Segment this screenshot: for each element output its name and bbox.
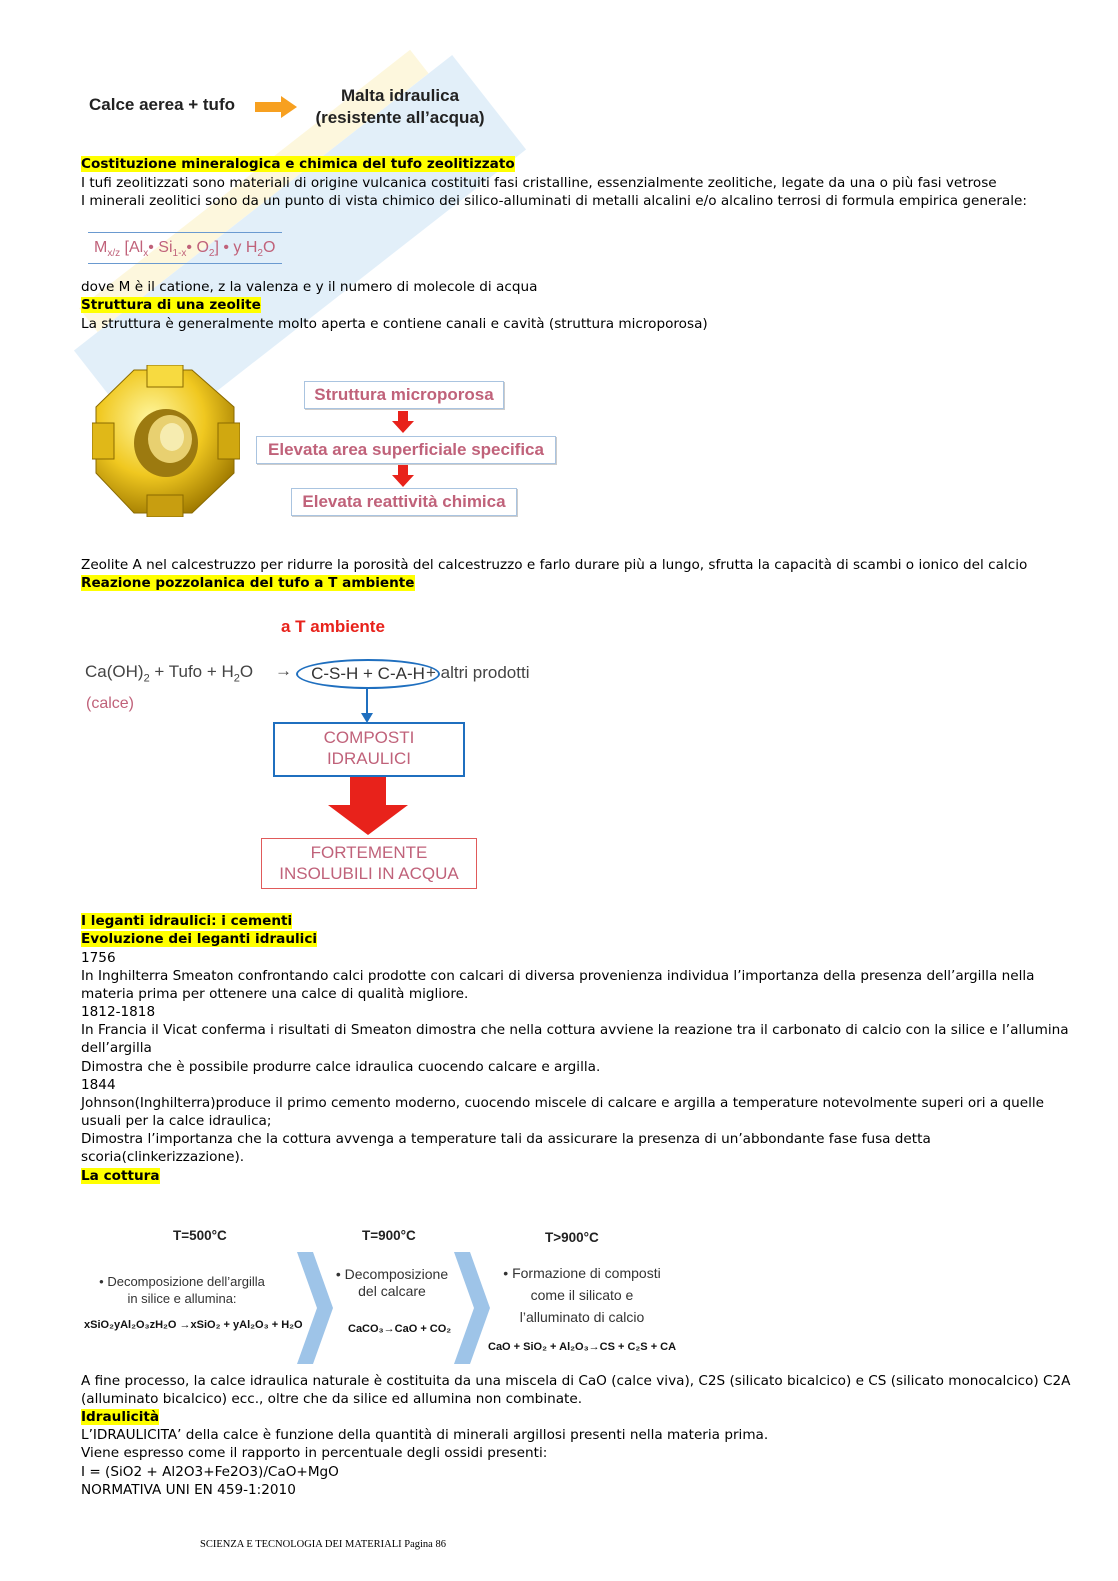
- para-tufi: I tufi zeolitizzati sono materiali di origine vulcanica costituiti fasi cristalline, essenzialmente zeolitiche, legate da una o più fasi vetrose: [81, 175, 997, 191]
- step2-equation: CaCO₃→CaO + CO₂: [348, 1323, 452, 1335]
- heading-cottura: La cottura: [81, 1168, 160, 1184]
- step2-line1: • Decomposizione: [335, 1266, 449, 1282]
- page-footer: SCIENZA E TECNOLOGIA DEI MATERIALI Pagina 86: [200, 1539, 446, 1550]
- step3-line1: • Formazione di composti: [503, 1265, 661, 1281]
- year-1844: 1844: [81, 1077, 116, 1093]
- step3-line3: l’alluminato di calcio: [519, 1309, 645, 1325]
- temp-over-900: T>900°C: [545, 1230, 599, 1245]
- step1-equation: xSiO₂yAl₂O₃zH₂O →xSiO₂ + yAl₂O₃ + H₂O: [84, 1319, 303, 1331]
- para-dove: dove M è il catione, z la valenza e y il numero di molecole di acqua: [81, 279, 538, 295]
- box-area-superficiale: Elevata area superficiale specifica: [256, 436, 556, 464]
- blue-down-arrow-icon: [360, 687, 374, 723]
- reaction-products: C-S-H + C-A-H: [296, 659, 440, 689]
- step3-line2: come il silicato e: [530, 1287, 634, 1303]
- top-figure-right-line1: Malta idraulica: [340, 86, 460, 105]
- step1-line1: • Decomposizione dell’argilla: [99, 1274, 265, 1289]
- zeolite-formula: $M_{x/z}$ [$Al_x•$ $Si_{1-x}•$ $O_2$] • y $H_2O$: [88, 232, 282, 264]
- heading-costituzione: Costituzione mineralogica e chimica del tufo zeolitizzato: [81, 156, 515, 172]
- box-struttura-microporosa: Struttura microporosa: [304, 381, 504, 409]
- heading-reazione: Reazione pozzolanica del tufo a T ambiente: [81, 575, 415, 591]
- para-1812a: In Francia il Vicat conferma i risultati di Smeaton dimostra che nella cottura avviene la reazione tra il carbonato di calcio con la silice e l’allumina dell’argilla: [81, 1022, 1069, 1056]
- red-down-arrow-icon: [392, 465, 414, 487]
- para-idraulicita-2: Viene espresso come il rapporto in percentuale degli ossidi presenti:: [81, 1445, 548, 1461]
- heading-struttura: Struttura di una zeolite: [81, 297, 261, 313]
- box-fortemente-insolubili: FORTEMENTE INSOLUBILI IN ACQUA: [261, 838, 477, 889]
- red-down-arrow-icon: [328, 777, 408, 835]
- normativa: NORMATIVA UNI EN 459-1:2010: [81, 1482, 296, 1498]
- para-1844a: Johnson(Inghilterra)produce il primo cemento moderno, cuocendo miscele di calcare e argilla a temperature notevolmente superi ori a quelle usuali per la calce idraulica;: [81, 1095, 1045, 1129]
- heading-evoluzione: Evoluzione dei leganti idraulici: [81, 931, 318, 947]
- para-struttura: La struttura è generalmente molto aperta e contiene canali e cavità (struttura microporosa): [81, 316, 708, 332]
- reaction-lhs: $Ca(OH)_2$ + Tufo + $H_2O$: [85, 662, 254, 685]
- box-reattivita: Elevata reattività chimica: [291, 488, 517, 516]
- year-1756: 1756: [81, 950, 116, 966]
- reaction-arrow: →: [275, 661, 292, 680]
- para-fine-processo: A fine processo, la calce idraulica naturale è costituita da una miscela di CaO (calce viva), C2S (silicato bicalcico) e CS (silicato monocalcico) C2A (alluminato bicalcico) ecc., oltre che da silice ed allumina non combinate.: [81, 1373, 1071, 1407]
- para-1844b: Dimostra l’importanza che la cottura avvenga a temperature tali da assicurare la presenza di un’abbondante fase fusa detta scoria(clinkerizzazione).: [81, 1131, 931, 1165]
- para-1756: In Inghilterra Smeaton confrontando calci prodotte con calcari di diversa provenienza individua l’importanza della presenza dell’argilla nella materia prima per ottenere una calce di qualità migliore.: [81, 968, 1035, 1002]
- step1-line2: in silice e allumina:: [127, 1291, 237, 1306]
- step2-line2: del calcare: [358, 1283, 426, 1299]
- reaction-others: + altri prodotti: [426, 663, 530, 682]
- temp-500: T=500°C: [173, 1228, 227, 1243]
- calce-label: (calce): [86, 695, 135, 712]
- para-zeolite-a: Zeolite A nel calcestruzzo per ridurre la porosità del calcestruzzo e farlo durare più a lungo, sfrutta la capacità di scambi o ionico del calcio: [81, 557, 1028, 573]
- year-1812: 1812-1818: [81, 1004, 156, 1020]
- para-1812b: Dimostra che è possibile produrre calce idraulica cuocendo calcare e argilla.: [81, 1059, 601, 1075]
- step3-equation: CaO + SiO₂ + Al₂O₃→CS + C₂S + CA: [488, 1341, 677, 1353]
- para-idraulicita-1: L’IDRAULICITA’ della calce è funzione della quantità di minerali argillosi presenti nella materia prima.: [81, 1427, 769, 1443]
- red-down-arrow-icon: [392, 411, 414, 433]
- zeolite-structure-image: [92, 365, 240, 517]
- para-minerali: I minerali zeolitici sono da un punto di vista chimico dei silico-alluminati di metalli alcalini e/o alcalino terrosi di formula empirica generale:: [81, 193, 1027, 209]
- formula-indice: I = (SiO2 + Al2O3+Fe2O3)/CaO+MgO: [81, 1464, 339, 1480]
- heading-leganti: I leganti idraulici: i cementi: [81, 913, 293, 929]
- condition-label: a T ambiente: [281, 617, 385, 636]
- orange-arrow-icon: [255, 96, 297, 118]
- top-figure-left: Calce aerea + tufo: [89, 95, 235, 114]
- top-figure-right-line2: (resistente all’acqua): [315, 108, 485, 127]
- heading-idraulicita: Idraulicità: [81, 1409, 160, 1425]
- temp-900: T=900°C: [362, 1228, 416, 1243]
- box-composti-idraulici: COMPOSTI IDRAULICI: [273, 722, 465, 777]
